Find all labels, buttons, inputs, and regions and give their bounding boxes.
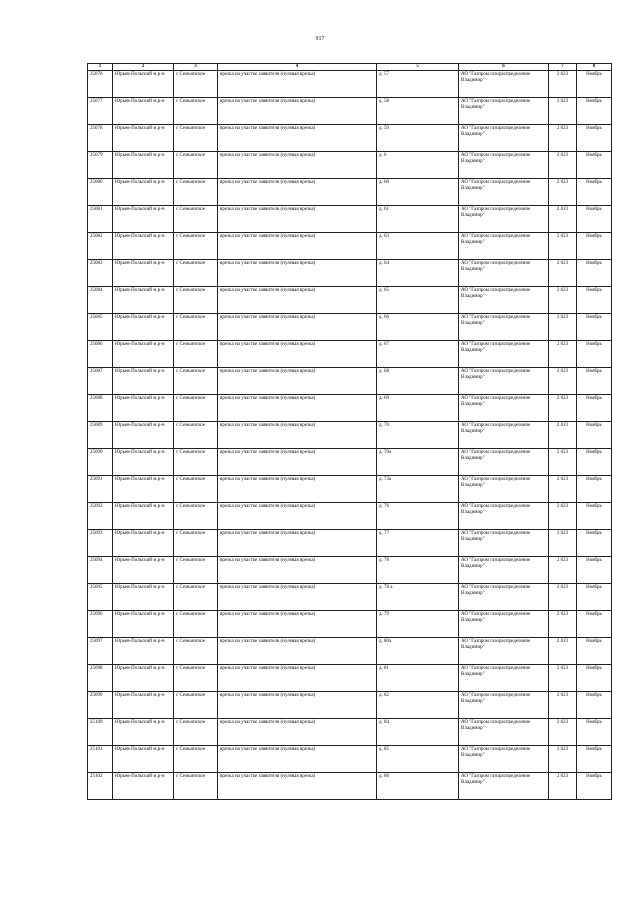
organization-cell: АО "Газпром газораспределение Владимир" bbox=[459, 422, 549, 449]
row-number: 25084 bbox=[88, 287, 113, 314]
organization-cell: АО "Газпром газораспределение Владимир" bbox=[459, 314, 549, 341]
settlement-cell: с Семьинское bbox=[174, 449, 218, 476]
district-cell: Юрьев-Польский м.р-н bbox=[113, 422, 174, 449]
year-cell: 2 023 bbox=[549, 314, 577, 341]
month-cell: Ноябрь bbox=[577, 503, 612, 530]
row-number: 25090 bbox=[88, 449, 113, 476]
district-cell: Юрьев-Польский м.р-н bbox=[113, 260, 174, 287]
row-number: 25098 bbox=[88, 665, 113, 692]
table-row bbox=[88, 260, 612, 287]
year-cell: 2 023 bbox=[549, 98, 577, 125]
table-row bbox=[88, 584, 612, 611]
page-number: 917 bbox=[315, 36, 325, 42]
work-description-cell: врезка на участке заявителя (нулевая врезка) bbox=[218, 773, 377, 800]
district-cell: Юрьев-Польский м.р-н bbox=[113, 773, 174, 800]
month-cell: Ноябрь bbox=[577, 584, 612, 611]
column-number: 3 bbox=[174, 64, 218, 71]
month-cell: Ноябрь bbox=[577, 530, 612, 557]
month-cell: Ноябрь bbox=[577, 773, 612, 800]
work-description-cell: врезка на участке заявителя (нулевая врезка) bbox=[218, 638, 377, 665]
work-description-cell: врезка на участке заявителя (нулевая врезка) bbox=[218, 125, 377, 152]
month-cell: Ноябрь bbox=[577, 476, 612, 503]
row-number: 25087 bbox=[88, 368, 113, 395]
row-number: 25082 bbox=[88, 233, 113, 260]
work-description-cell: врезка на участке заявителя (нулевая врезка) bbox=[218, 719, 377, 746]
address-cell: д. 77 bbox=[377, 530, 459, 557]
organization-cell: АО "Газпром газораспределение Владимир" bbox=[459, 692, 549, 719]
address-cell: д. 69 bbox=[377, 395, 459, 422]
address-cell: д. 64 bbox=[377, 260, 459, 287]
table-row bbox=[88, 665, 612, 692]
year-cell: 2 023 bbox=[549, 557, 577, 584]
work-description-cell: врезка на участке заявителя (нулевая врезка) bbox=[218, 530, 377, 557]
address-cell: д. 60 bbox=[377, 179, 459, 206]
year-cell: 2 023 bbox=[549, 773, 577, 800]
address-cell: д. 78 а bbox=[377, 584, 459, 611]
district-cell: Юрьев-Польский м.р-н bbox=[113, 530, 174, 557]
table-row bbox=[88, 692, 612, 719]
district-cell: Юрьев-Польский м.р-н bbox=[113, 179, 174, 206]
month-cell: Ноябрь bbox=[577, 152, 612, 179]
year-cell: 2 023 bbox=[549, 206, 577, 233]
work-description-cell: врезка на участке заявителя (нулевая врезка) bbox=[218, 611, 377, 638]
address-cell: д. 85 bbox=[377, 746, 459, 773]
month-cell: Ноябрь bbox=[577, 368, 612, 395]
settlement-cell: с Семьинское bbox=[174, 557, 218, 584]
year-cell: 2 023 bbox=[549, 341, 577, 368]
month-cell: Ноябрь bbox=[577, 71, 612, 98]
row-number: 25101 bbox=[88, 746, 113, 773]
row-number: 25102 bbox=[88, 773, 113, 800]
work-description-cell: врезка на участке заявителя (нулевая врезка) bbox=[218, 71, 377, 98]
work-description-cell: врезка на участке заявителя (нулевая врезка) bbox=[218, 98, 377, 125]
settlement-cell: с Семьинское bbox=[174, 98, 218, 125]
year-cell: 2 023 bbox=[549, 476, 577, 503]
organization-cell: АО "Газпром газораспределение Владимир" bbox=[459, 449, 549, 476]
table-row bbox=[88, 341, 612, 368]
address-cell: д. 59 bbox=[377, 125, 459, 152]
district-cell: Юрьев-Польский м.р-н bbox=[113, 206, 174, 233]
organization-cell: АО "Газпром газораспределение Владимир" bbox=[459, 206, 549, 233]
district-cell: Юрьев-Польский м.р-н bbox=[113, 638, 174, 665]
settlement-cell: с Семьинское bbox=[174, 152, 218, 179]
district-cell: Юрьев-Польский м.р-н bbox=[113, 287, 174, 314]
row-number: 25080 bbox=[88, 179, 113, 206]
district-cell: Юрьев-Польский м.р-н bbox=[113, 557, 174, 584]
organization-cell: АО "Газпром газораспределение Владимир" bbox=[459, 125, 549, 152]
settlement-cell: с Семьинское bbox=[174, 665, 218, 692]
work-description-cell: врезка на участке заявителя (нулевая врезка) bbox=[218, 746, 377, 773]
organization-cell: АО "Газпром газораспределение Владимир" bbox=[459, 611, 549, 638]
organization-cell: АО "Газпром газораспределение Владимир" bbox=[459, 530, 549, 557]
address-cell: д. 67 bbox=[377, 341, 459, 368]
settlement-cell: с Семьинское bbox=[174, 611, 218, 638]
district-cell: Юрьев-Польский м.р-н bbox=[113, 395, 174, 422]
work-description-cell: врезка на участке заявителя (нулевая врезка) bbox=[218, 557, 377, 584]
month-cell: Ноябрь bbox=[577, 557, 612, 584]
month-cell: Ноябрь bbox=[577, 638, 612, 665]
work-description-cell: врезка на участке заявителя (нулевая врезка) bbox=[218, 341, 377, 368]
row-number: 25091 bbox=[88, 476, 113, 503]
address-cell: д. 6 bbox=[377, 152, 459, 179]
column-number: 1 bbox=[88, 64, 113, 71]
district-cell: Юрьев-Польский м.р-н bbox=[113, 98, 174, 125]
month-cell: Ноябрь bbox=[577, 314, 612, 341]
work-description-cell: врезка на участке заявителя (нулевая врезка) bbox=[218, 449, 377, 476]
table-row bbox=[88, 557, 612, 584]
month-cell: Ноябрь bbox=[577, 449, 612, 476]
year-cell: 2 023 bbox=[549, 395, 577, 422]
settlement-cell: с Семьинское bbox=[174, 395, 218, 422]
work-description-cell: врезка на участке заявителя (нулевая врезка) bbox=[218, 287, 377, 314]
row-number: 25085 bbox=[88, 314, 113, 341]
year-cell: 2 023 bbox=[549, 179, 577, 206]
address-cell: д. 70 bbox=[377, 422, 459, 449]
table-row bbox=[88, 422, 612, 449]
row-number: 25089 bbox=[88, 422, 113, 449]
row-number: 25096 bbox=[88, 611, 113, 638]
district-cell: Юрьев-Польский м.р-н bbox=[113, 584, 174, 611]
month-cell: Ноябрь bbox=[577, 395, 612, 422]
settlement-cell: с Семьинское bbox=[174, 476, 218, 503]
month-cell: Ноябрь bbox=[577, 422, 612, 449]
organization-cell: АО "Газпром газораспределение Владимир" bbox=[459, 395, 549, 422]
row-number: 25097 bbox=[88, 638, 113, 665]
district-cell: Юрьев-Польский м.р-н bbox=[113, 449, 174, 476]
work-description-cell: врезка на участке заявителя (нулевая врезка) bbox=[218, 665, 377, 692]
organization-cell: АО "Газпром газораспределение Владимир" bbox=[459, 584, 549, 611]
work-description-cell: врезка на участке заявителя (нулевая врезка) bbox=[218, 368, 377, 395]
district-cell: Юрьев-Польский м.р-н bbox=[113, 719, 174, 746]
address-cell: д. 82 bbox=[377, 692, 459, 719]
settlement-cell: с Семьинское bbox=[174, 773, 218, 800]
table-row bbox=[88, 773, 612, 800]
organization-cell: АО "Газпром газораспределение Владимир" bbox=[459, 260, 549, 287]
address-cell: д. 86 bbox=[377, 773, 459, 800]
address-cell: д. 70а bbox=[377, 449, 459, 476]
address-cell: д. 66 bbox=[377, 314, 459, 341]
organization-cell: АО "Газпром газораспределение Владимир" bbox=[459, 233, 549, 260]
organization-cell: АО "Газпром газораспределение Владимир" bbox=[459, 719, 549, 746]
year-cell: 2 023 bbox=[549, 368, 577, 395]
column-number: 7 bbox=[549, 64, 577, 71]
organization-cell: АО "Газпром газораспределение Владимир" bbox=[459, 476, 549, 503]
month-cell: Ноябрь bbox=[577, 179, 612, 206]
month-cell: Ноябрь bbox=[577, 341, 612, 368]
work-description-cell: врезка на участке заявителя (нулевая врезка) bbox=[218, 476, 377, 503]
settlement-cell: с Семьинское bbox=[174, 638, 218, 665]
settlement-cell: с Семьинское bbox=[174, 287, 218, 314]
table-row bbox=[88, 476, 612, 503]
district-cell: Юрьев-Польский м.р-н bbox=[113, 503, 174, 530]
table-row bbox=[88, 638, 612, 665]
district-cell: Юрьев-Польский м.р-н bbox=[113, 611, 174, 638]
work-description-cell: врезка на участке заявителя (нулевая врезка) bbox=[218, 152, 377, 179]
year-cell: 2 023 bbox=[549, 422, 577, 449]
organization-cell: АО "Газпром газораспределение Владимир" bbox=[459, 341, 549, 368]
settlement-cell: с Семьинское bbox=[174, 179, 218, 206]
month-cell: Ноябрь bbox=[577, 692, 612, 719]
organization-cell: АО "Газпром газораспределение Владимир" bbox=[459, 557, 549, 584]
organization-cell: АО "Газпром газораспределение Владимир" bbox=[459, 152, 549, 179]
work-description-cell: врезка на участке заявителя (нулевая врезка) bbox=[218, 314, 377, 341]
month-cell: Ноябрь bbox=[577, 98, 612, 125]
month-cell: Ноябрь bbox=[577, 206, 612, 233]
settlement-cell: с Семьинское bbox=[174, 206, 218, 233]
year-cell: 2 023 bbox=[549, 611, 577, 638]
work-description-cell: врезка на участке заявителя (нулевая врезка) bbox=[218, 206, 377, 233]
address-cell: д. 68 bbox=[377, 368, 459, 395]
month-cell: Ноябрь bbox=[577, 233, 612, 260]
year-cell: 2 023 bbox=[549, 287, 577, 314]
table-body bbox=[88, 71, 612, 800]
address-cell: д. 81 bbox=[377, 665, 459, 692]
address-cell: д. 80а bbox=[377, 638, 459, 665]
address-cell: д. 57 bbox=[377, 71, 459, 98]
organization-cell: АО "Газпром газораспределение Владимир" bbox=[459, 368, 549, 395]
row-number: 25099 bbox=[88, 692, 113, 719]
table-row bbox=[88, 719, 612, 746]
year-cell: 2 023 bbox=[549, 719, 577, 746]
year-cell: 2 023 bbox=[549, 584, 577, 611]
row-number: 25079 bbox=[88, 152, 113, 179]
work-description-cell: врезка на участке заявителя (нулевая врезка) bbox=[218, 260, 377, 287]
year-cell: 2 023 bbox=[549, 530, 577, 557]
organization-cell: АО "Газпром газораспределение Владимир" bbox=[459, 98, 549, 125]
row-number: 25076 bbox=[88, 71, 113, 98]
column-number: 5 bbox=[377, 64, 459, 71]
organization-cell: АО "Газпром газораспределение Владимир" bbox=[459, 665, 549, 692]
settlement-cell: с Семьинское bbox=[174, 530, 218, 557]
table-row bbox=[88, 233, 612, 260]
address-cell: д. 79 bbox=[377, 611, 459, 638]
table-row bbox=[88, 287, 612, 314]
district-cell: Юрьев-Польский м.р-н bbox=[113, 746, 174, 773]
settlement-cell: с Семьинское bbox=[174, 503, 218, 530]
district-cell: Юрьев-Польский м.р-н bbox=[113, 125, 174, 152]
column-number-row bbox=[88, 64, 612, 71]
year-cell: 2 023 bbox=[549, 71, 577, 98]
table-row bbox=[88, 503, 612, 530]
year-cell: 2 023 bbox=[549, 638, 577, 665]
work-description-cell: врезка на участке заявителя (нулевая врезка) bbox=[218, 233, 377, 260]
table-row bbox=[88, 152, 612, 179]
register-table bbox=[87, 63, 612, 800]
organization-cell: АО "Газпром газораспределение Владимир" bbox=[459, 287, 549, 314]
table-row bbox=[88, 611, 612, 638]
settlement-cell: с Семьинское bbox=[174, 341, 218, 368]
month-cell: Ноябрь bbox=[577, 746, 612, 773]
settlement-cell: с Семьинское bbox=[174, 125, 218, 152]
work-description-cell: врезка на участке заявителя (нулевая врезка) bbox=[218, 503, 377, 530]
year-cell: 2 023 bbox=[549, 746, 577, 773]
address-cell: д. 84 bbox=[377, 719, 459, 746]
district-cell: Юрьев-Польский м.р-н bbox=[113, 476, 174, 503]
row-number: 25100 bbox=[88, 719, 113, 746]
work-description-cell: врезка на участке заявителя (нулевая врезка) bbox=[218, 584, 377, 611]
month-cell: Ноябрь bbox=[577, 611, 612, 638]
row-number: 25095 bbox=[88, 584, 113, 611]
row-number: 25078 bbox=[88, 125, 113, 152]
table-row bbox=[88, 449, 612, 476]
work-description-cell: врезка на участке заявителя (нулевая врезка) bbox=[218, 422, 377, 449]
table-row bbox=[88, 314, 612, 341]
month-cell: Ноябрь bbox=[577, 719, 612, 746]
year-cell: 2 023 bbox=[549, 503, 577, 530]
month-cell: Ноябрь bbox=[577, 287, 612, 314]
year-cell: 2 023 bbox=[549, 233, 577, 260]
settlement-cell: с Семьинское bbox=[174, 422, 218, 449]
organization-cell: АО "Газпром газораспределение Владимир" bbox=[459, 503, 549, 530]
district-cell: Юрьев-Польский м.р-н bbox=[113, 368, 174, 395]
row-number: 25083 bbox=[88, 260, 113, 287]
district-cell: Юрьев-Польский м.р-н bbox=[113, 233, 174, 260]
row-number: 25088 bbox=[88, 395, 113, 422]
year-cell: 2 023 bbox=[549, 665, 577, 692]
row-number: 25081 bbox=[88, 206, 113, 233]
work-description-cell: врезка на участке заявителя (нулевая врезка) bbox=[218, 395, 377, 422]
month-cell: Ноябрь bbox=[577, 125, 612, 152]
settlement-cell: с Семьинское bbox=[174, 368, 218, 395]
settlement-cell: с Семьинское bbox=[174, 719, 218, 746]
table-row bbox=[88, 98, 612, 125]
settlement-cell: с Семьинское bbox=[174, 314, 218, 341]
year-cell: 2 023 bbox=[549, 260, 577, 287]
settlement-cell: с Семьинское bbox=[174, 260, 218, 287]
district-cell: Юрьев-Польский м.р-н bbox=[113, 71, 174, 98]
settlement-cell: с Семьинское bbox=[174, 584, 218, 611]
column-number: 8 bbox=[577, 64, 612, 71]
table-row bbox=[88, 746, 612, 773]
month-cell: Ноябрь bbox=[577, 665, 612, 692]
row-number: 25094 bbox=[88, 557, 113, 584]
organization-cell: АО "Газпром газораспределение Владимир" bbox=[459, 179, 549, 206]
district-cell: Юрьев-Польский м.р-н bbox=[113, 341, 174, 368]
organization-cell: АО "Газпром газораспределение Владимир" bbox=[459, 773, 549, 800]
column-number: 2 bbox=[113, 64, 174, 71]
year-cell: 2 023 bbox=[549, 125, 577, 152]
work-description-cell: врезка на участке заявителя (нулевая врезка) bbox=[218, 179, 377, 206]
district-cell: Юрьев-Польский м.р-н bbox=[113, 314, 174, 341]
address-cell: д. 58 bbox=[377, 98, 459, 125]
address-cell: д. 65 bbox=[377, 287, 459, 314]
year-cell: 2 023 bbox=[549, 449, 577, 476]
row-number: 25086 bbox=[88, 341, 113, 368]
address-cell: д. 76 bbox=[377, 503, 459, 530]
table-row bbox=[88, 395, 612, 422]
address-cell: д. 61 bbox=[377, 206, 459, 233]
address-cell: д. 63 bbox=[377, 233, 459, 260]
district-cell: Юрьев-Польский м.р-н bbox=[113, 692, 174, 719]
row-number: 25092 bbox=[88, 503, 113, 530]
column-number: 6 bbox=[459, 64, 549, 71]
column-number: 4 bbox=[218, 64, 377, 71]
settlement-cell: с Семьинское bbox=[174, 692, 218, 719]
settlement-cell: с Семьинское bbox=[174, 233, 218, 260]
settlement-cell: с Семьинское bbox=[174, 71, 218, 98]
organization-cell: АО "Газпром газораспределение Владимир" bbox=[459, 746, 549, 773]
table-row bbox=[88, 179, 612, 206]
table-row bbox=[88, 71, 612, 98]
organization-cell: АО "Газпром газораспределение Владимир" bbox=[459, 71, 549, 98]
table-row bbox=[88, 530, 612, 557]
address-cell: д. 78 bbox=[377, 557, 459, 584]
organization-cell: АО "Газпром газораспределение Владимир" bbox=[459, 638, 549, 665]
district-cell: Юрьев-Польский м.р-н bbox=[113, 665, 174, 692]
district-cell: Юрьев-Польский м.р-н bbox=[113, 152, 174, 179]
table-row bbox=[88, 206, 612, 233]
work-description-cell: врезка на участке заявителя (нулевая врезка) bbox=[218, 692, 377, 719]
year-cell: 2 023 bbox=[549, 692, 577, 719]
row-number: 25077 bbox=[88, 98, 113, 125]
table-row bbox=[88, 125, 612, 152]
month-cell: Ноябрь bbox=[577, 260, 612, 287]
address-cell: д. 73а bbox=[377, 476, 459, 503]
row-number: 25093 bbox=[88, 530, 113, 557]
year-cell: 2 023 bbox=[549, 152, 577, 179]
table-row bbox=[88, 368, 612, 395]
settlement-cell: с Семьинское bbox=[174, 746, 218, 773]
